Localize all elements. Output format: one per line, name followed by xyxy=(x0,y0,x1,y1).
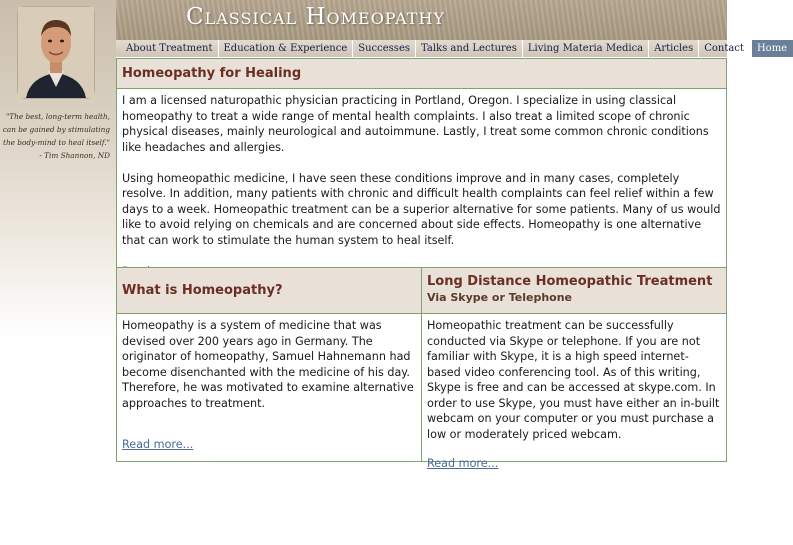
distance-panel xyxy=(421,267,727,470)
distance-body xyxy=(422,314,726,472)
nav-home[interactable]: Home xyxy=(752,40,793,57)
distance-paragraph: Homeopathic treatment can be successfully conducted via Skype or telephone. If you are not familiar with Skype, it is a high speed internet-based video conferencing tool. As of this writing, Skype is free and can be accessed at skype.com. In order to use Skype, you must have either an in-built webcam on your computer or you must purchase a low or moderately priced webcam. xyxy=(427,319,720,441)
nav-articles[interactable]: Articles xyxy=(649,40,699,57)
distance-subheading: Via Skype or Telephone xyxy=(427,291,573,304)
quote-text: "The best, long-term health, can be gained by stimulating the body-mind to heal itself." xyxy=(2,112,110,147)
nav-education-experience[interactable]: Education & Experience xyxy=(219,40,354,57)
nav-contact[interactable]: Contact xyxy=(699,40,750,57)
portrait-image xyxy=(18,7,94,98)
what-paragraph: Homeopathy is a system of medicine that was devised over 200 years ago in Germany. The originator of homeopathy, Samuel Hahnemann had become disenchanted with the medicine of his day. Therefore, he was motivated to examine alternative approaches to treatment. xyxy=(122,319,414,410)
nav-living-materia-medica[interactable]: Living Materia Medica xyxy=(523,40,649,57)
main-heading: Homeopathy for Healing xyxy=(117,59,726,89)
main-panel xyxy=(116,58,727,268)
quote-author: - Tim Shannon, ND xyxy=(39,151,110,160)
site-title: Classical Homeopathy xyxy=(186,4,445,30)
nav-about-treatment[interactable]: About Treatment xyxy=(116,40,219,57)
main-body xyxy=(117,89,726,279)
distance-read-more-link[interactable]: Read more... xyxy=(427,457,499,470)
distance-header xyxy=(422,268,726,314)
what-panel xyxy=(116,267,422,462)
main-paragraph-2: Using homeopathic medicine, I have seen these conditions improve and in many cases, completely resolve. In addition, many patients with chronic and difficult health complaints can feel relief within a few days to a week. Homeopathic treatment can be a superior alternative for some patients. Many of us would like to avoid relying on chemicals and are concerned about side effects. Homeopathy is one alternative that can work to stimulate the human system to heal itself. xyxy=(122,171,721,247)
what-body xyxy=(117,314,421,453)
what-heading: What is Homeopathy? xyxy=(117,268,421,314)
nav-talks-lectures[interactable]: Talks and Lectures xyxy=(416,40,523,57)
nav-successes[interactable]: Successes xyxy=(353,40,416,57)
sidebar xyxy=(0,0,116,545)
main-paragraph-1: I am a licensed naturopathic physician practicing in Portland, Oregon. I specialize in using classical homeopathy to treat a wide range of mental health complaints. I also treat a limited scope of chronic physical diseases, mainly neurological and autoimmune. Lastly, I treat some common chronic conditions like headaches and allergies. xyxy=(122,94,709,154)
main-nav xyxy=(116,40,788,57)
portrait-photo xyxy=(18,7,94,98)
what-read-more-link[interactable]: Read more... xyxy=(122,438,194,451)
distance-heading: Long Distance Homeopathic Treatment xyxy=(427,274,713,289)
quote xyxy=(2,110,110,162)
